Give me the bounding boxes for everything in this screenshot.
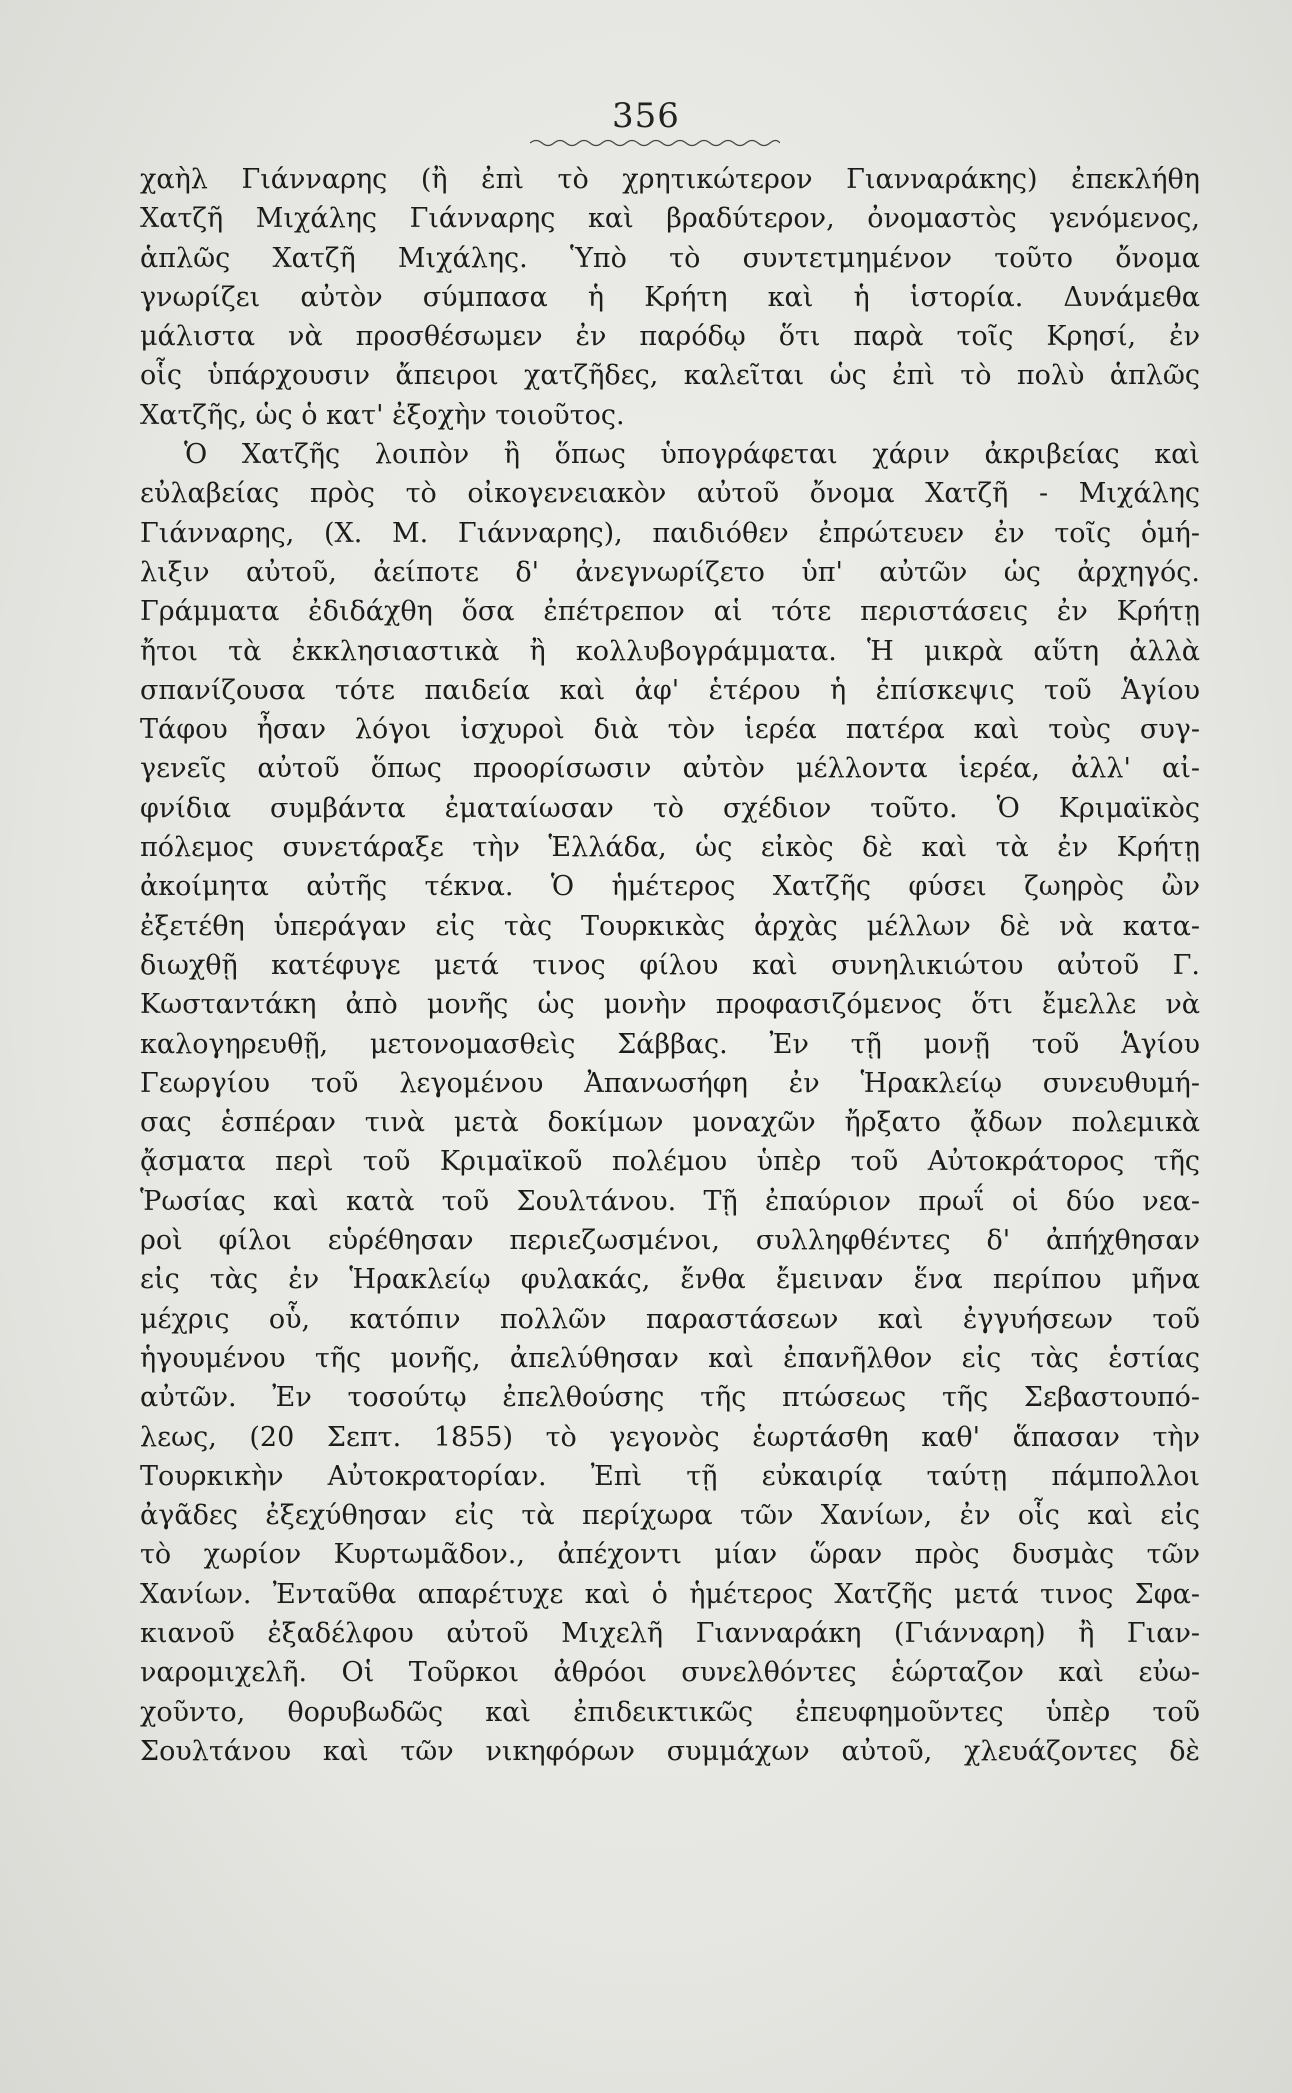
text-line: οἷς ὑπάρχουσιν ἄπειροι χατζῆδες, καλεῖται ὡς ἐπὶ τὸ πολὺ ἁπλῶς [140,360,1200,392]
text-line: Τάφου ἦσαν λόγοι ἰσχυροὶ διὰ τὸν ἱερέα πατέρα καὶ τοὺς συγ- [140,714,1200,746]
text-line: ᾄσματα περὶ τοῦ Κριμαϊκοῦ πολέμου ὑπὲρ τοῦ Αὐτοκράτορος τῆς [140,1146,1200,1178]
text-line: Τουρκικὴν Αὐτοκρατορίαν. Ἐπὶ τῇ εὐκαιρίᾳ ταύτῃ πάμπολλοι [140,1460,1200,1492]
text-line: γενεῖς αὐτοῦ ὅπως προορίσωσιν αὐτὸν μέλλοντα ἱερέα, ἀλλ' αἰ- [140,753,1200,785]
text-line: εἰς τὰς ἐν Ἡρακλείῳ φυλακάς, ἔνθα ἔμειναν ἕνα περίπου μῆνα [140,1264,1200,1296]
text-line: Χατζῆ Μιχάλης Γιάνναρης καὶ βραδύτερον, ὀνομαστὸς γενόμενος, [140,203,1200,235]
text-line: λεως, (20 Σεπτ. 1855) τὸ γεγονὸς ἑωρτάσθη καθ' ἅπασαν τὴν [140,1421,1200,1453]
text-line: ναρομιχελῆ. Οἱ Τοῦρκοι ἀθρόοι συνελθόντες ἑώρταζον καὶ εὐω- [140,1657,1200,1689]
text-line: ἁπλῶς Χατζῆ Μιχάλης. Ὑπὸ τὸ συντετμημένον τοῦτο ὄνομα [140,242,1200,274]
text-line: Γιάνναρης, (Χ. Μ. Γιάνναρης), παιδιόθεν ἐπρώτευεν ἐν τοῖς ὁμή- [140,517,1200,549]
text-line: Ὁ Χατζῆς λοιπὸν ἢ ὅπως ὑπογράφεται χάριν ἀκριβείας καὶ [184,439,1200,471]
text-line: Κωσταντάκη ἀπὸ μονῆς ὡς μονὴν προφασιζόμενος ὅτι ἔμελλε νὰ [140,989,1200,1021]
text-line: καλογηρευθῇ, μετονομασθεὶς Σάββας. Ἐν τῇ μονῇ τοῦ Ἁγίου [140,1028,1200,1060]
text-line: Γράμματα ἐδιδάχθη ὅσα ἐπέτρεπον αἱ τότε περιστάσεις ἐν Κρήτῃ [140,596,1200,628]
text-line: κιανοῦ ἐξαδέλφου αὐτοῦ Μιχελῆ Γιανναράκη (Γιάνναρη) ἢ Γιαν- [140,1617,1200,1649]
text-line: ἤτοι τὰ ἐκκλησιαστικὰ ἢ κολλυβογράμματα. Ἡ μικρὰ αὕτη ἀλλὰ [140,635,1200,667]
text-line: ἐξετέθη ὑπεράγαν εἰς τὰς Τουρκικὰς ἀρχὰς μέλλων δὲ νὰ κατα- [140,910,1200,942]
text-line: φνίδια συμβάντα ἐματαίωσαν τὸ σχέδιον τοῦτο. Ὁ Κριμαϊκὸς [140,792,1200,824]
text-line: σας ἑσπέραν τινὰ μετὰ δοκίμων μοναχῶν ἤρξατο ᾄδων πολεμικὰ [140,1107,1200,1139]
text-line: τὸ χωρίον Κυρτωμᾶδον., ἀπέχοντι μίαν ὥραν πρὸς δυσμὰς τῶν [140,1539,1200,1571]
text-line: εὐλαβείας πρὸς τὸ οἰκογενειακὸν αὐτοῦ ὄνομα Χατζῆ - Μιχάλης [140,478,1200,510]
text-line: σπανίζουσα τότε παιδεία καὶ ἀφ' ἑτέρου ἡ ἐπίσκεψις τοῦ Ἁγίου [140,674,1200,706]
text-line: ἡγουμένου τῆς μονῆς, ἀπελύθησαν καὶ ἐπανῆλθον εἰς τὰς ἑστίας [140,1342,1200,1374]
text-line: Χατζῆς, ὡς ὁ κατ' ἐξοχὴν τοιοῦτος. [140,399,625,431]
text-line: ἀκοίμητα αὐτῆς τέκνα. Ὁ ἡμέτερος Χατζῆς φύσει ζωηρὸς ὢν [140,871,1200,903]
body-text [140,160,1200,1771]
text-line: μάλιστα νὰ προσθέσωμεν ἐν παρόδῳ ὅτι παρὰ τοῖς Κρησί, ἐν [140,321,1200,353]
text-line: πόλεμος συνετάραξε τὴν Ἑλλάδα, ὡς εἰκὸς δὲ καὶ τὰ ἐν Κρήτῃ [140,832,1200,864]
text-line: χαὴλ Γιάνναρης (ἢ ἐπὶ τὸ χρητικώτερον Γιανναράκης) ἐπεκλήθη [140,164,1200,195]
text-line: Ῥωσίας καὶ κατὰ τοῦ Σουλτάνου. Τῇ ἐπαύριον πρωΐ οἱ δύο νεα- [140,1185,1200,1217]
text-line: ροὶ φίλοι εὑρέθησαν περιεζωσμένοι, συλληφθέντες δ' ἀπήχθησαν [140,1225,1200,1257]
text-line: λιξιν αὐτοῦ, ἀείποτε δ' ἀνεγνωρίζετο ὑπ' αὐτῶν ὡς ἀρχηγός. [140,556,1200,588]
text-line: ἀγᾶδες ἐξεχύθησαν εἰς τὰ περίχωρα τῶν Χανίων, ἐν οἷς καὶ εἰς [140,1500,1200,1532]
text-line: Σουλτάνου καὶ τῶν νικηφόρων συμμάχων αὐτοῦ, χλευάζοντες δὲ [140,1735,1200,1767]
text-line: χοῦντο, θορυβωδῶς καὶ ἐπιδεικτικῶς ἐπευφημοῦντες ὑπὲρ τοῦ [140,1696,1200,1728]
text-line: αὐτῶν. Ἐν τοσούτῳ ἐπελθούσης τῆς πτώσεως τῆς Σεβαστουπό- [140,1382,1200,1414]
text-line: Γεωργίου τοῦ λεγομένου Ἀπανωσήφη ἐν Ἡρακλείῳ συνευθυμή- [140,1067,1200,1099]
text-line: μέχρις οὗ, κατόπιν πολλῶν παραστάσεων καὶ ἐγγυήσεων τοῦ [140,1303,1200,1335]
page-number: 356 [612,96,680,136]
page-number-ornament [530,138,780,148]
text-line: διωχθῇ κατέφυγε μετά τινος φίλου καὶ συνηλικιώτου αὐτοῦ Γ. [140,949,1200,981]
text-line: Χανίων. Ἐνταῦθα απαρέτυχε καὶ ὁ ἡμέτερος Χατζῆς μετά τινος Σφα- [140,1578,1200,1610]
text-line: γνωρίζει αὐτὸν σύμπασα ἡ Κρήτη καὶ ἡ ἱστορία. Δυνάμεθα [140,281,1200,313]
